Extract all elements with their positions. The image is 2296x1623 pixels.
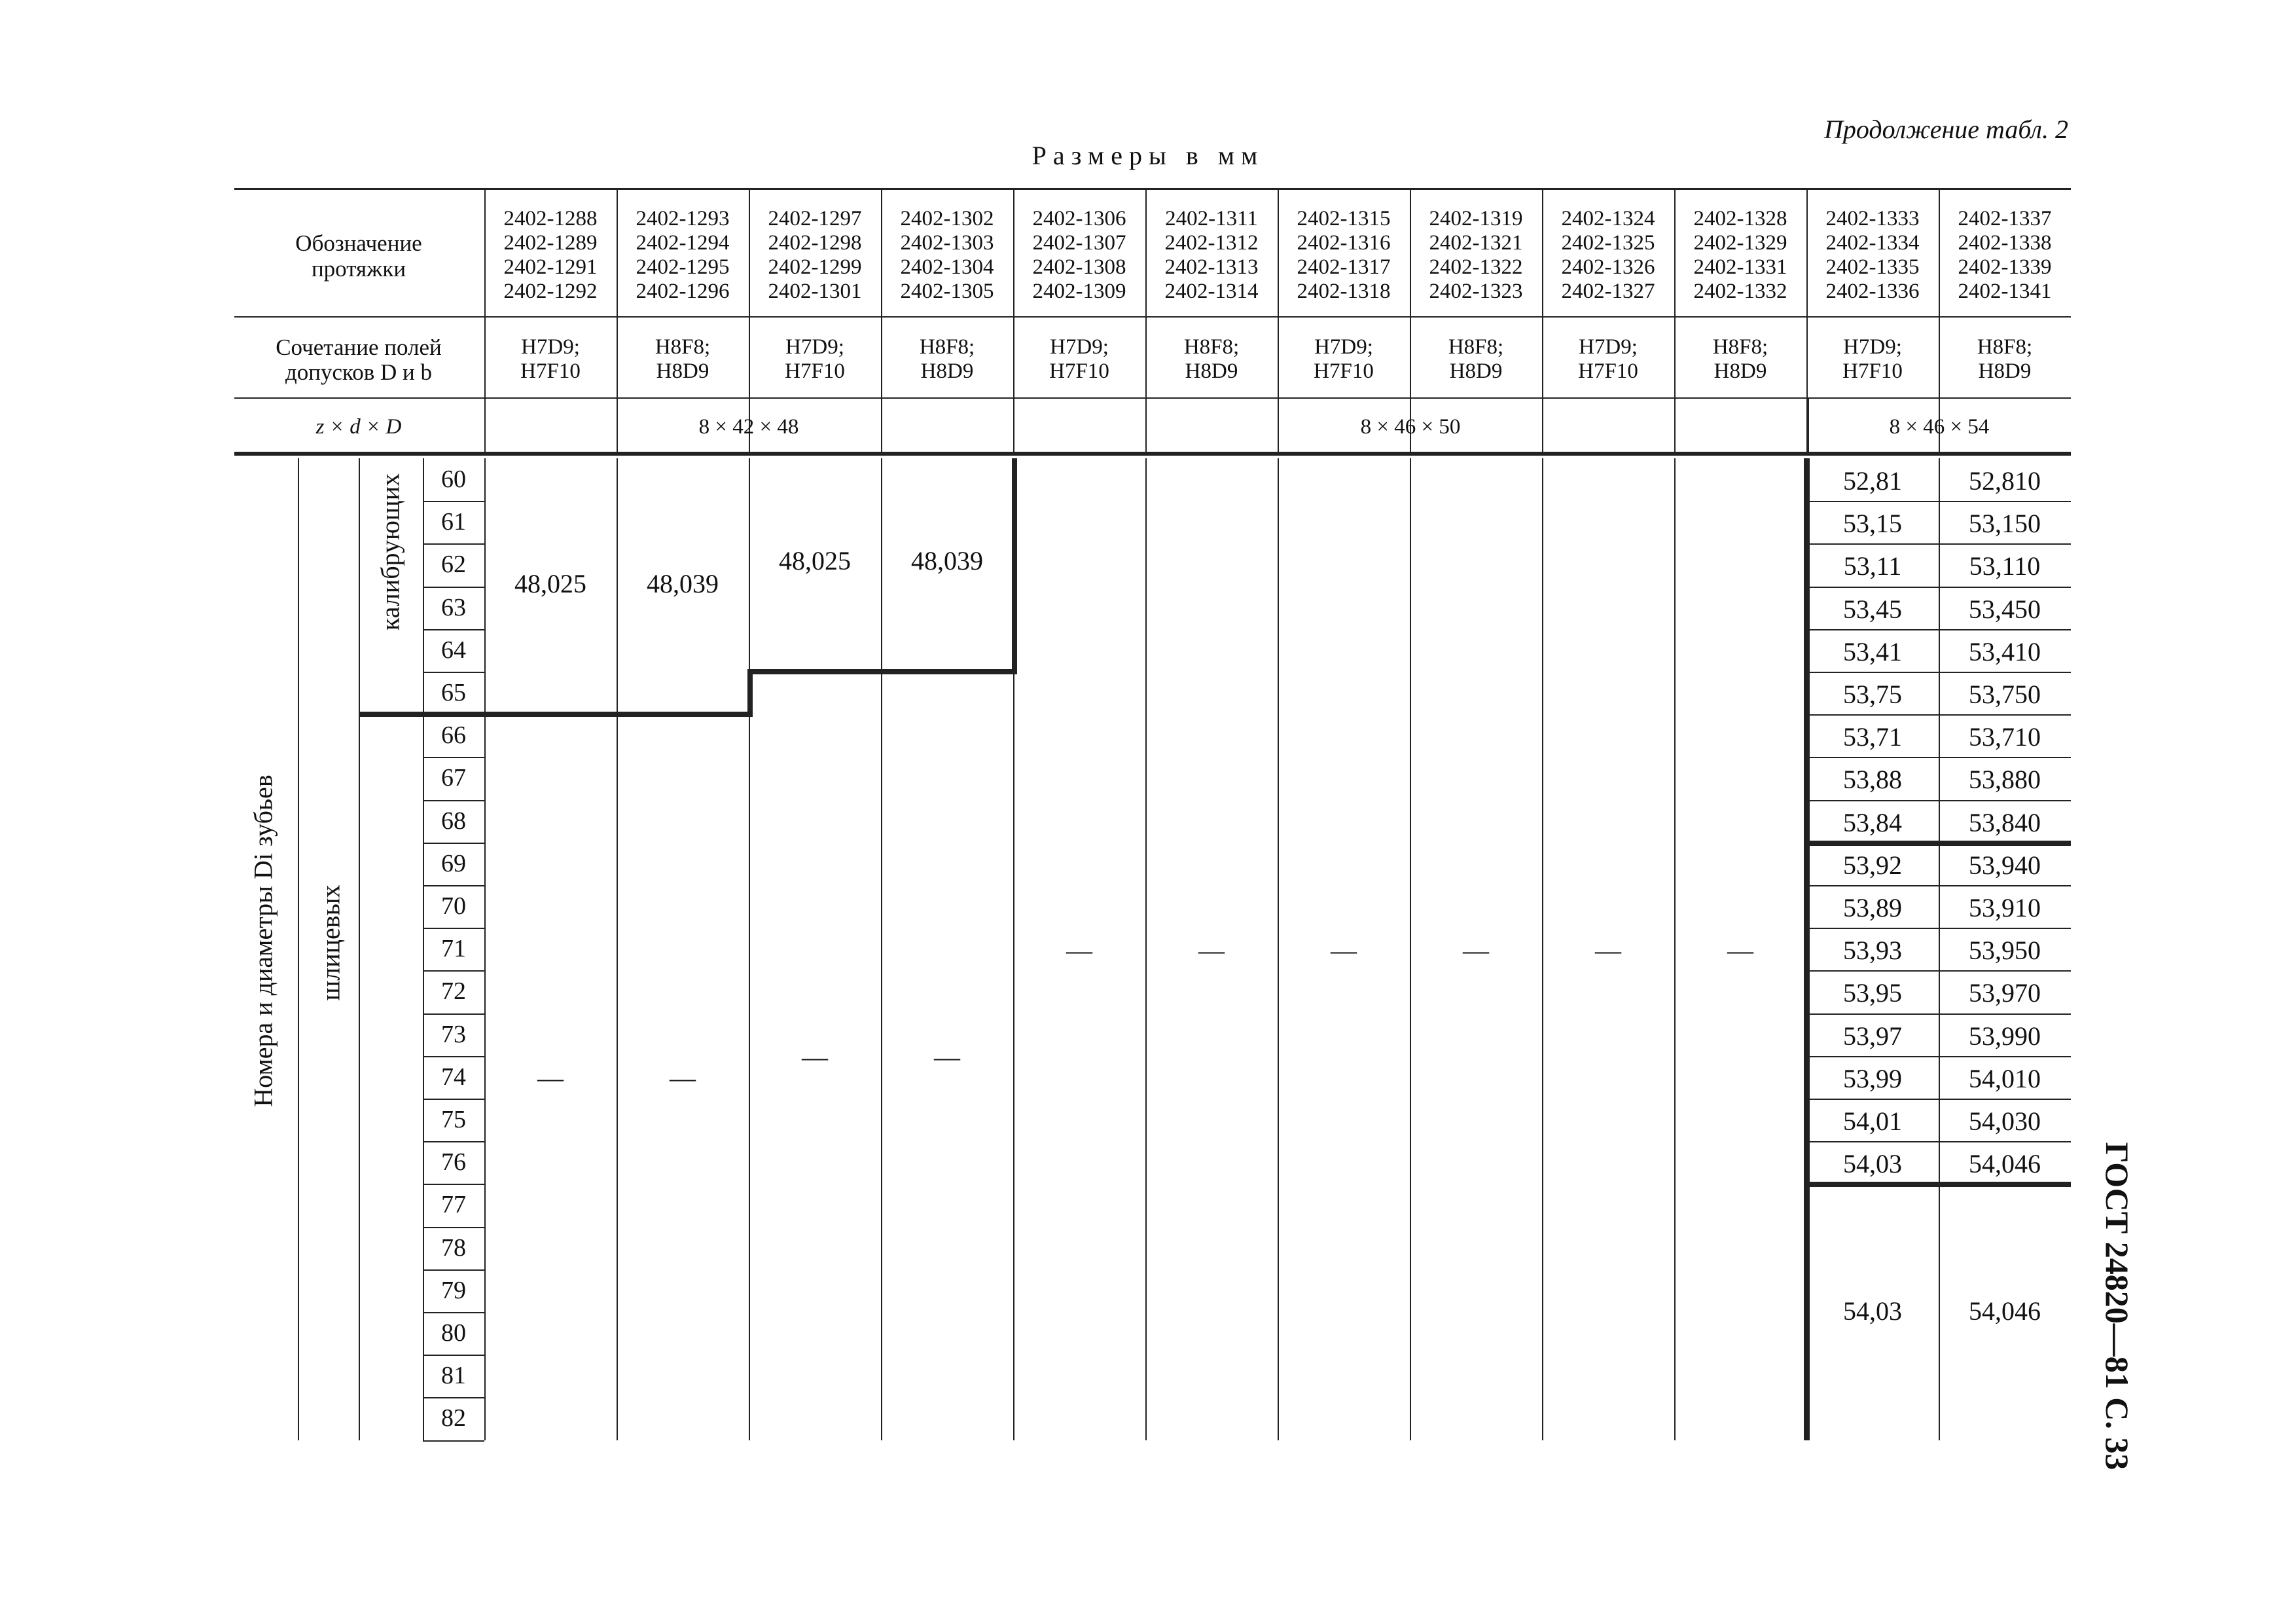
- tolerance-fields: H7D9; H7F10: [1578, 335, 1638, 383]
- row-number: 60: [441, 465, 466, 493]
- tolerance-fields: H7D9; H7F10: [520, 335, 581, 383]
- top-rule: [234, 188, 2071, 190]
- diameter-value: 54,030: [1969, 1106, 2041, 1136]
- row-rule: [1806, 672, 2071, 673]
- column-rule: [617, 458, 618, 1440]
- row-rule: [423, 1184, 484, 1185]
- diameter-value: 53,97: [1843, 1021, 1902, 1051]
- size-48: 8 × 42 × 48: [698, 415, 799, 439]
- row-number: 76: [441, 1148, 466, 1176]
- tolerance-fields: H8F8; H8D9: [655, 335, 711, 383]
- row-rule: [1806, 587, 2071, 588]
- tolerance-fields: H7D9; H7F10: [1049, 335, 1109, 383]
- header-bottom-rule: [234, 452, 2071, 456]
- row-rule: [423, 1141, 484, 1142]
- calib-boundary: [359, 712, 749, 717]
- row-rule: [423, 1227, 484, 1228]
- tolerance-fields: H7D9; H7F10: [1842, 335, 1903, 383]
- designation-codes: 2402-1288 2402-1289 2402-1291 2402-1292: [503, 207, 598, 303]
- row-number: 72: [441, 977, 466, 1006]
- calib-label: калибрующих: [375, 473, 405, 631]
- empty-dash: —: [1595, 935, 1621, 965]
- calib-boundary: [747, 669, 753, 717]
- row-rule: [423, 1312, 484, 1313]
- row-number: 78: [441, 1233, 466, 1262]
- row-rule: [1806, 1013, 2071, 1015]
- diameter-value-tail: 54,046: [1969, 1296, 2041, 1326]
- diameter-value: 53,110: [1969, 551, 2041, 581]
- header-rule: [234, 316, 2071, 318]
- spline-label: шлицевых: [315, 884, 346, 1001]
- row-rule: [423, 970, 484, 972]
- diameter-value: 53,450: [1969, 594, 2041, 624]
- row-rule: [423, 885, 484, 886]
- diameter-value: 54,01: [1843, 1106, 1902, 1136]
- diameter-value: 52,810: [1969, 466, 2041, 496]
- row-number: 67: [441, 764, 466, 792]
- tolerance-fields: H8F8; H8D9: [1712, 335, 1768, 383]
- size-50: 8 × 46 × 50: [1360, 415, 1461, 439]
- tolerance-fields: H7D9; H7F10: [785, 335, 845, 383]
- tolerance-fields: H8F8; H8D9: [1977, 335, 2033, 383]
- row-rule: [423, 1440, 484, 1442]
- empty-dash: —: [1066, 935, 1092, 965]
- row-number: 63: [441, 593, 466, 621]
- row-number: 82: [441, 1404, 466, 1432]
- diameter-value: 53,89: [1843, 893, 1902, 922]
- tolerance-fields: H8F8; H8D9: [919, 335, 975, 383]
- designation-codes: 2402-1293 2402-1294 2402-1295 2402-1296: [636, 207, 730, 303]
- designation-codes: 2402-1328 2402-1329 2402-1331 2402-1332: [1693, 207, 1787, 303]
- row-number: 65: [441, 679, 466, 706]
- diameter-value: 53,88: [1843, 765, 1902, 795]
- row-rule: [423, 800, 484, 801]
- diameter-value: 53,41: [1843, 636, 1902, 666]
- diameter-value: 52,81: [1843, 466, 1902, 496]
- designation-codes: 2402-1319 2402-1321 2402-1322 2402-1323: [1429, 207, 1523, 303]
- rule: [423, 458, 424, 1440]
- row-number: 75: [441, 1106, 466, 1133]
- row-rule: [423, 501, 484, 502]
- rule: [298, 458, 299, 1440]
- row-number: 61: [441, 508, 466, 536]
- designation-codes: 2402-1333 2402-1334 2402-1335 2402-1336: [1825, 207, 1920, 303]
- diameter-value: 53,710: [1969, 722, 2041, 752]
- row-rule: [423, 629, 484, 630]
- tolerance-fields: H8F8; H8D9: [1448, 335, 1504, 383]
- axis-label: Номера и диаметры Di зубьев: [248, 775, 278, 1107]
- row-rule: [423, 1355, 484, 1356]
- diameter-value: 53,11: [1843, 551, 1902, 581]
- designation-codes: 2402-1311 2402-1312 2402-1313 2402-1314: [1164, 207, 1259, 303]
- row-rule: [1806, 714, 2071, 716]
- calib-value: 48,025: [514, 568, 586, 598]
- empty-dash: —: [1331, 935, 1357, 965]
- diameter-value: 53,71: [1843, 722, 1902, 752]
- designation-codes: 2402-1302 2402-1303 2402-1304 2402-1305: [900, 207, 994, 303]
- diameter-value: 53,750: [1969, 680, 2041, 709]
- calib-value: 48,039: [647, 568, 719, 598]
- row-number: 70: [441, 892, 466, 920]
- row-rule: [423, 843, 484, 844]
- calib-value: 48,025: [779, 546, 851, 575]
- designation-codes: 2402-1297 2402-1298 2402-1299 2402-1301: [768, 207, 862, 303]
- tolerance-fields: H8F8; H8D9: [1183, 335, 1240, 383]
- row-rule: [423, 1056, 484, 1057]
- designation-codes: 2402-1337 2402-1338 2402-1339 2402-1341: [1958, 207, 2052, 303]
- row-number: 79: [441, 1276, 466, 1304]
- diameter-value: 54,046: [1969, 1149, 2041, 1179]
- row-number: 80: [441, 1319, 466, 1347]
- diameter-value: 53,15: [1843, 509, 1902, 539]
- row-rule: [1806, 543, 2071, 545]
- row-number: 69: [441, 849, 466, 877]
- designation-codes: 2402-1324 2402-1325 2402-1326 2402-1327: [1561, 207, 1655, 303]
- row-rule: [423, 587, 484, 588]
- continuation-label: Продолжение табл. 2: [1823, 115, 2068, 144]
- group-boundary: [1806, 1182, 2071, 1187]
- diameter-value: 53,910: [1969, 893, 2041, 922]
- row-rule: [1806, 501, 2071, 502]
- tolerance-label: Сочетание полей допусков D и b: [276, 335, 442, 385]
- diameter-value: 53,84: [1843, 807, 1902, 837]
- row-rule: [423, 928, 484, 929]
- row-rule: [423, 1013, 484, 1015]
- size-54: 8 × 46 × 54: [1889, 415, 1990, 439]
- row-rule: [1806, 757, 2071, 758]
- row-rule: [1806, 928, 2071, 929]
- designation-label: Обозначение протяжки: [295, 230, 422, 282]
- diameter-value: 54,010: [1969, 1063, 2041, 1093]
- row-rule: [1806, 885, 2071, 886]
- diameter-value: 53,970: [1969, 978, 2041, 1008]
- diameter-value: 54,03: [1843, 1149, 1902, 1179]
- column-rule: [881, 458, 882, 1440]
- zdd-label: z × d × D: [315, 415, 402, 439]
- row-rule: [423, 1269, 484, 1271]
- tolerance-fields: H7D9; H7F10: [1314, 335, 1374, 383]
- diameter-value: 53,150: [1969, 509, 2041, 539]
- diameter-value: 53,410: [1969, 636, 2041, 666]
- gost-page-label: ГОСТ 24820—81 С. 33: [2099, 1142, 2136, 1470]
- diameter-value: 53,95: [1843, 978, 1902, 1008]
- row-number: 74: [441, 1063, 466, 1091]
- diameter-value-tail: 54,03: [1843, 1296, 1902, 1326]
- rule: [484, 458, 486, 1440]
- row-number: 66: [441, 721, 466, 750]
- diameter-value: 53,950: [1969, 936, 2041, 966]
- diameter-value: 53,92: [1843, 850, 1902, 880]
- empty-dash: —: [802, 1042, 828, 1072]
- header-rule: [234, 397, 2071, 399]
- row-rule: [1806, 1056, 2071, 1057]
- row-rule: [1806, 1141, 2071, 1142]
- rule: [359, 458, 360, 1440]
- row-rule: [423, 757, 484, 758]
- row-number: 71: [441, 935, 466, 963]
- diameter-value: 53,75: [1843, 680, 1902, 709]
- column-rule: [749, 458, 750, 1440]
- diameter-value: 53,990: [1969, 1021, 2041, 1051]
- empty-dash: —: [670, 1063, 696, 1093]
- row-rule: [423, 543, 484, 545]
- row-rule: [1806, 800, 2071, 801]
- row-rule: [423, 672, 484, 673]
- diameter-value: 53,93: [1843, 936, 1902, 966]
- row-rule: [1806, 629, 2071, 630]
- empty-dash: —: [934, 1042, 960, 1072]
- units-label: Размеры в мм: [1031, 141, 1265, 170]
- calib-boundary: [747, 669, 1016, 674]
- designation-codes: 2402-1315 2402-1316 2402-1317 2402-1318: [1297, 207, 1391, 303]
- diameter-value: 53,840: [1969, 807, 2041, 837]
- calib-value: 48,039: [911, 546, 983, 575]
- designation-codes: 2402-1306 2402-1307 2402-1308 2402-1309: [1032, 207, 1126, 303]
- row-number: 62: [441, 551, 466, 579]
- row-number: 81: [441, 1362, 466, 1390]
- diameter-value: 53,940: [1969, 850, 2041, 880]
- group-boundary: [1806, 841, 2071, 846]
- diameter-value: 53,880: [1969, 765, 2041, 795]
- row-rule: [423, 1099, 484, 1100]
- diameter-value: 53,45: [1843, 594, 1902, 624]
- empty-dash: —: [1727, 935, 1753, 965]
- empty-dash: —: [1463, 935, 1489, 965]
- diameter-value: 53,99: [1843, 1063, 1902, 1093]
- row-number: 77: [441, 1191, 466, 1219]
- empty-dash: —: [537, 1063, 564, 1093]
- row-rule: [1806, 1099, 2071, 1100]
- empty-dash: —: [1198, 935, 1225, 965]
- row-rule: [423, 1397, 484, 1398]
- row-number: 73: [441, 1020, 466, 1048]
- row-number: 68: [441, 807, 466, 835]
- row-rule: [1806, 970, 2071, 972]
- row-number: 64: [441, 636, 466, 664]
